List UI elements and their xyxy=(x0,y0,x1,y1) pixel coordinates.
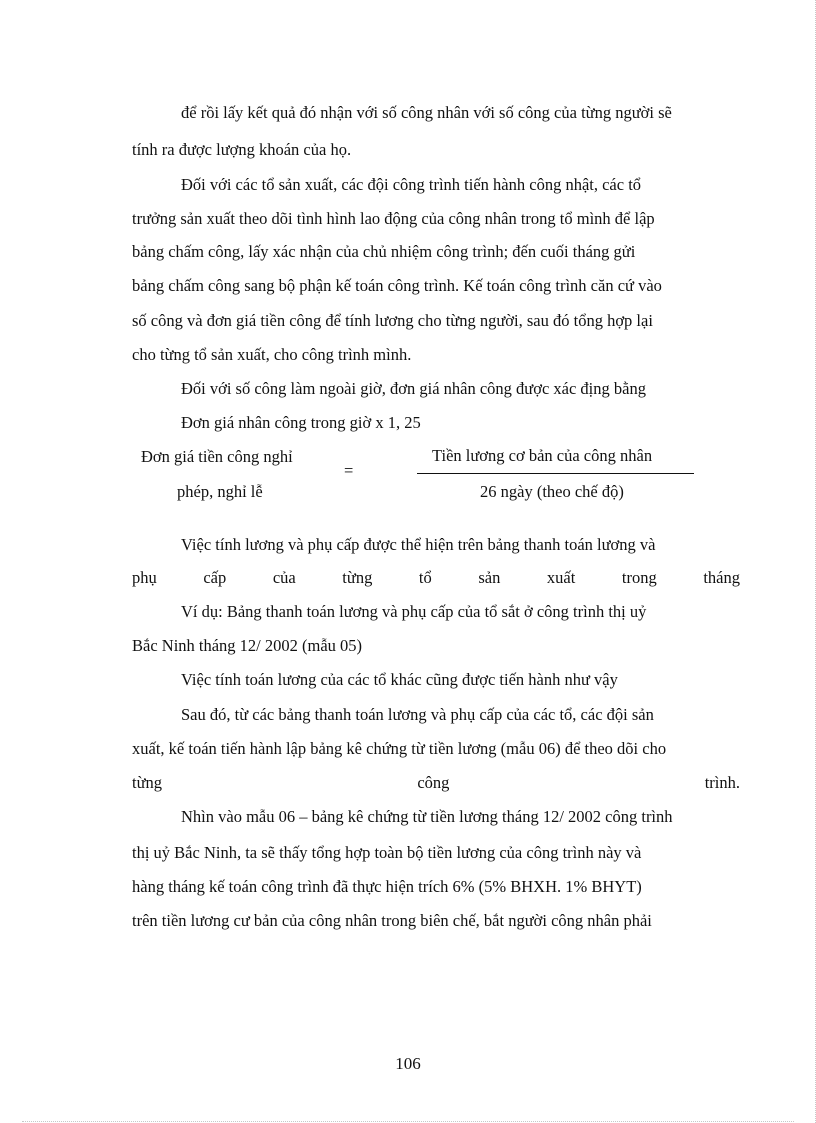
paragraph-4-line-1: Việc tính lương và phụ cấp được thể hiện trên bảng thanh toán lương và xyxy=(181,535,656,554)
word: trình. xyxy=(704,773,740,792)
paragraph-2-line-3: bảng chấm công, lấy xác nhận của chủ nhiệm công trình; đến cuối tháng gửi xyxy=(132,242,636,261)
paragraph-8-line-3: hàng tháng kế toán công trình đã thực hiện trích 6% (5% BHXH. 1% BHYT) xyxy=(132,877,642,896)
paragraph-2-line-2: trưởng sản xuất theo dõi tình hình lao động của công nhân trong tổ mình để lập xyxy=(132,209,655,228)
word: xuất xyxy=(546,568,576,587)
paragraph-3-line-2: Đơn giá nhân công trong giờ x 1, 25 xyxy=(181,413,421,432)
word: công xyxy=(417,773,450,792)
paragraph-1-line-1: để rồi lấy kết quả đó nhận với số công nhân với số công của từng người sẽ xyxy=(181,103,672,122)
word: từng xyxy=(342,568,373,587)
formula-denominator: 26 ngày (theo chế độ) xyxy=(480,482,624,501)
word: từng xyxy=(132,773,163,792)
paragraph-4-line-2 xyxy=(132,567,740,589)
word: sản xyxy=(478,568,501,587)
word: tháng xyxy=(703,568,740,587)
paragraph-2-line-6: cho từng tổ sản xuất, cho công trình mình. xyxy=(132,345,412,364)
word: trong xyxy=(621,568,657,587)
paragraph-1-line-2: tính ra được lượng khoán của họ. xyxy=(132,140,352,159)
paragraph-3-line-1: Đối với số công làm ngoài giờ, đơn giá nhân công được xác địng bằng xyxy=(181,379,646,398)
paragraph-2-line-1: Đối với các tổ sản xuất, các đội công trình tiến hành công nhật, các tổ xyxy=(181,175,642,194)
paragraph-5-line-2: Bắc Ninh tháng 12/ 2002 (mẫu 05) xyxy=(132,636,363,655)
paragraph-8-line-2: thị uỷ Bắc Ninh, ta sẽ thấy tổng hợp toàn bộ tiền lương của công trình này và xyxy=(132,843,642,862)
paragraph-7-line-1: Sau đó, từ các bảng thanh toán lương và phụ cấp của các tổ, các đội sản xyxy=(181,705,654,724)
page-bottom-dotted-rule xyxy=(22,1121,794,1122)
paragraph-8-line-4: trên tiền lương cư bản của công nhân trong biên chế, bắt người công nhân phải xyxy=(132,911,652,930)
formula-equals-sign: = xyxy=(344,461,354,480)
formula-fraction-bar xyxy=(417,473,694,474)
paragraph-7-line-3 xyxy=(132,772,740,794)
page-number: 106 xyxy=(395,1054,421,1073)
paragraph-7-line-2: xuất, kế toán tiến hành lập bảng kê chứng từ tiền lương (mẫu 06) để theo dõi cho xyxy=(132,739,667,758)
word: phụ xyxy=(132,568,157,587)
word: của xyxy=(272,568,296,587)
formula-left-line-2: phép, nghỉ lễ xyxy=(177,482,263,501)
paragraph-8-line-1: Nhìn vào mẫu 06 – bảng kê chứng từ tiền lương tháng 12/ 2002 công trình xyxy=(181,807,673,826)
paragraph-6-line-1: Việc tính toán lương của các tổ khác cũng được tiến hành như vậy xyxy=(181,670,618,689)
word: tổ xyxy=(418,568,432,587)
formula-numerator: Tiền lương cơ bản của công nhân xyxy=(432,446,653,465)
paragraph-2-line-5: số công và đơn giá tiền công để tính lương cho từng người, sau đó tổng hợp lại xyxy=(132,311,653,330)
word: cấp xyxy=(203,568,227,587)
paragraph-2-line-4: bảng chấm công sang bộ phận kế toán công trình. Kế toán công trình căn cứ vào xyxy=(132,276,662,295)
formula-left-line-1: Đơn giá tiền công nghỉ xyxy=(141,447,293,466)
paragraph-5-line-1: Ví dụ: Bảng thanh toán lương và phụ cấp của tổ sắt ở công trình thị uỷ xyxy=(181,602,647,621)
